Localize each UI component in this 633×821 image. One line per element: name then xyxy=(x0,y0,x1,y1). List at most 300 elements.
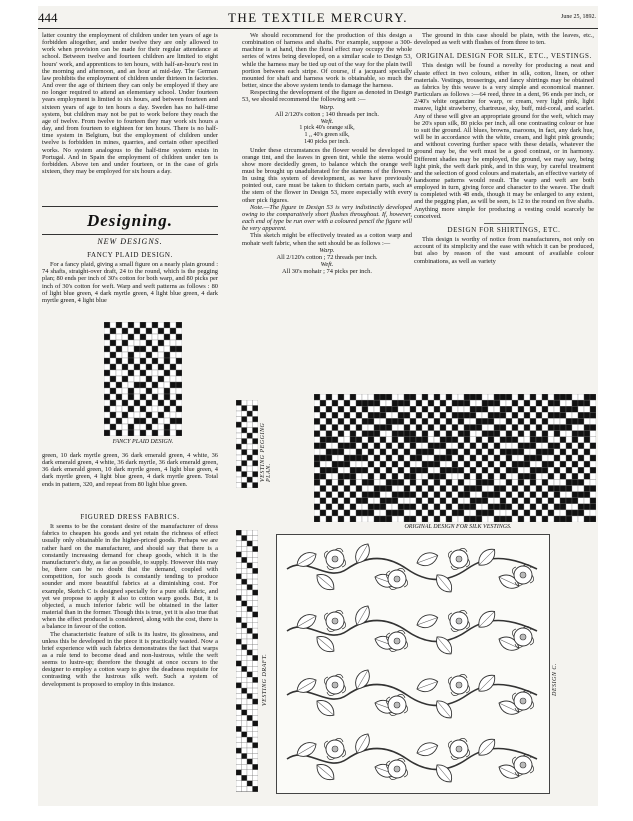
pegging-cell xyxy=(242,466,248,472)
draft-cell xyxy=(242,694,248,699)
plaid-cell xyxy=(176,352,182,358)
vesting-cell xyxy=(464,473,470,479)
vesting-cell xyxy=(452,486,458,492)
vesting-cell xyxy=(500,498,506,504)
draft-cell xyxy=(236,759,242,764)
vesting-cell xyxy=(512,412,518,418)
vesting-cell xyxy=(434,455,440,461)
header-rule xyxy=(38,28,598,29)
vesting-cell xyxy=(332,492,338,498)
vesting-cell xyxy=(404,406,410,412)
draft-cell xyxy=(253,721,259,726)
vesting-cell xyxy=(416,406,422,412)
vesting-cell xyxy=(380,449,386,455)
vesting-cell xyxy=(386,498,392,504)
masthead-title: THE TEXTILE MERCURY. xyxy=(227,10,409,25)
vesting-cell xyxy=(542,516,548,522)
plaid-cell xyxy=(104,352,110,358)
vesting-cell xyxy=(518,461,524,467)
vesting-cell xyxy=(446,443,452,449)
vesting-cell xyxy=(554,431,560,437)
vesting-cell xyxy=(410,400,416,406)
plaid-cell xyxy=(146,424,152,430)
vesting-cell xyxy=(392,431,398,437)
draft-cell xyxy=(242,644,248,649)
vesting-cell xyxy=(404,473,410,479)
vesting-cell xyxy=(368,504,374,510)
vesting-cell xyxy=(374,467,380,473)
plaid-cell xyxy=(176,430,182,436)
plaid-cell xyxy=(146,352,152,358)
vesting-cell xyxy=(578,412,584,418)
plaid-cell xyxy=(122,358,128,364)
plaid-cell xyxy=(152,418,158,424)
vesting-cell xyxy=(344,510,350,516)
vesting-cell xyxy=(590,486,596,492)
plaid-cell xyxy=(140,322,146,328)
vesting-cell xyxy=(554,443,560,449)
vesting-cell xyxy=(374,437,380,443)
vesting-cell xyxy=(476,418,482,424)
weft1-label: Weft. xyxy=(320,117,334,125)
vesting-cell xyxy=(398,425,404,431)
vesting-cell xyxy=(356,479,362,485)
plaid-cell xyxy=(122,328,128,334)
draft-cell xyxy=(242,781,248,786)
plaid-cell xyxy=(176,388,182,394)
vesting-cell xyxy=(320,498,326,504)
vesting-cell xyxy=(554,418,560,424)
vesting-cell xyxy=(440,467,446,473)
vesting-cell xyxy=(422,473,428,479)
draft-cell xyxy=(236,574,242,579)
vesting-cell xyxy=(326,425,332,431)
plaid-cell xyxy=(128,358,134,364)
vesting-cell xyxy=(338,412,344,418)
vesting-cell xyxy=(500,504,506,510)
vesting-cell xyxy=(344,449,350,455)
vesting-cell xyxy=(452,504,458,510)
vesting-cell xyxy=(512,449,518,455)
vesting-cell xyxy=(548,412,554,418)
plaid-cell xyxy=(170,382,176,388)
plaid-cell xyxy=(146,388,152,394)
vesting-cell xyxy=(386,486,392,492)
vesting-cell xyxy=(374,418,380,424)
vesting-cell xyxy=(338,455,344,461)
draft-cell xyxy=(247,650,253,655)
draft-cell xyxy=(247,601,253,606)
vesting-cell xyxy=(554,425,560,431)
vesting-cell xyxy=(572,437,578,443)
draft-cell xyxy=(253,606,259,611)
vesting-cell xyxy=(566,437,572,443)
draft-cell xyxy=(242,530,248,535)
vesting-cell xyxy=(404,400,410,406)
draft-cell xyxy=(253,775,259,780)
ground-paragraph: The ground in this case should be plain, with the leaves, etc., developed as weft with flushes of from three to ten. xyxy=(414,32,594,47)
vesting-cell xyxy=(518,467,524,473)
plaid-cell xyxy=(158,430,164,436)
draft-cell xyxy=(236,590,242,595)
vesting-cell xyxy=(578,418,584,424)
plaid-cell xyxy=(146,412,152,418)
vesting-cell xyxy=(506,479,512,485)
draft-cell xyxy=(253,595,259,600)
vesting-cell xyxy=(590,461,596,467)
vesting-cell xyxy=(470,400,476,406)
pegging-cell xyxy=(242,450,248,456)
vesting-cell xyxy=(410,492,416,498)
draft-cell xyxy=(236,688,242,693)
vesting-cell xyxy=(362,516,368,522)
vesting-cell xyxy=(404,449,410,455)
pegging-cell xyxy=(236,400,242,406)
draft-cell xyxy=(242,628,248,633)
draft-cell xyxy=(253,644,259,649)
vesting-cell xyxy=(422,516,428,522)
pegging-cell xyxy=(247,472,253,478)
vesting-cell xyxy=(374,504,380,510)
draft-cell xyxy=(236,770,242,775)
plaid-cell xyxy=(146,382,152,388)
draft-cell xyxy=(253,699,259,704)
vesting-cell xyxy=(512,455,518,461)
vesting-cell xyxy=(392,492,398,498)
plaid-cell xyxy=(146,370,152,376)
vesting-cell xyxy=(548,418,554,424)
pegging-cell xyxy=(253,472,259,478)
plaid-cell xyxy=(128,352,134,358)
vesting-cell xyxy=(584,510,590,516)
vesting-cell xyxy=(506,443,512,449)
vesting-cell xyxy=(524,498,530,504)
vesting-cell xyxy=(578,479,584,485)
vesting-cell xyxy=(548,443,554,449)
plaid-cell xyxy=(134,376,140,382)
vesting-cell xyxy=(590,431,596,437)
vesting-cell xyxy=(536,425,542,431)
vesting-cell xyxy=(350,473,356,479)
plaid-cell xyxy=(170,400,176,406)
plaid-cell xyxy=(110,340,116,346)
pegging-cell xyxy=(253,466,259,472)
vesting-cell xyxy=(542,479,548,485)
vesting-cell xyxy=(344,443,350,449)
draft-cell xyxy=(253,601,259,606)
plaid-cell xyxy=(134,364,140,370)
plaid-cell xyxy=(146,394,152,400)
draft-cell xyxy=(247,563,253,568)
plaid-cell xyxy=(164,418,170,424)
vesting-cell xyxy=(578,504,584,510)
vesting-cell xyxy=(362,443,368,449)
vesting-cell xyxy=(488,479,494,485)
plaid-cell xyxy=(158,328,164,334)
vesting-cell xyxy=(566,516,572,522)
vesting-cell xyxy=(332,467,338,473)
vesting-cell xyxy=(410,437,416,443)
vesting-cell xyxy=(470,461,476,467)
plaid-cell xyxy=(134,388,140,394)
vesting-cell xyxy=(362,394,368,400)
plaid-cell xyxy=(122,376,128,382)
vesting-cell xyxy=(494,418,500,424)
draft-cell xyxy=(247,541,253,546)
draft-cell xyxy=(247,634,253,639)
draft-cell xyxy=(236,612,242,617)
plaid-cell xyxy=(122,388,128,394)
plaid-cell xyxy=(134,394,140,400)
plaid-cell xyxy=(128,400,134,406)
plaid-cell xyxy=(110,352,116,358)
draft-cell xyxy=(236,585,242,590)
vesting-cell xyxy=(518,412,524,418)
vesting-cell xyxy=(578,431,584,437)
plaid-cell xyxy=(140,394,146,400)
plaid-cell xyxy=(104,370,110,376)
vesting-cell xyxy=(434,467,440,473)
vesting-cell xyxy=(482,400,488,406)
plaid-cell xyxy=(110,430,116,436)
plaid-cell xyxy=(176,370,182,376)
plaid-cell xyxy=(134,346,140,352)
vesting-cell xyxy=(434,504,440,510)
draft-cell xyxy=(247,639,253,644)
draft-cell xyxy=(253,634,259,639)
vesting-cell xyxy=(530,479,536,485)
vesting-cell xyxy=(452,437,458,443)
vesting-cell xyxy=(554,510,560,516)
vesting-cell xyxy=(470,431,476,437)
vesting-cell xyxy=(368,473,374,479)
vesting-cell xyxy=(536,504,542,510)
pegging-cell xyxy=(242,444,248,450)
plaid-cell xyxy=(104,394,110,400)
vesting-cell xyxy=(530,400,536,406)
draft-cell xyxy=(236,557,242,562)
plaid-cell xyxy=(134,412,140,418)
vesting-cell xyxy=(482,504,488,510)
vesting-cell xyxy=(584,425,590,431)
vesting-cell xyxy=(332,479,338,485)
vesting-cell xyxy=(440,425,446,431)
vesting-cell xyxy=(458,473,464,479)
draft-cell xyxy=(247,748,253,753)
vesting-cell xyxy=(326,455,332,461)
vesting-cell xyxy=(500,455,506,461)
vesting-cell xyxy=(590,400,596,406)
vesting-cell xyxy=(326,492,332,498)
vesting-cell xyxy=(488,492,494,498)
vesting-cell xyxy=(572,431,578,437)
pegging-cell xyxy=(236,472,242,478)
vesting-cell xyxy=(512,486,518,492)
vesting-cell xyxy=(434,400,440,406)
vesting-cell xyxy=(416,418,422,424)
pegging-cell xyxy=(253,450,259,456)
plaid-cell xyxy=(164,364,170,370)
plaid-cell xyxy=(110,346,116,352)
vesting-cell xyxy=(362,461,368,467)
pegging-cell xyxy=(247,422,253,428)
vesting-cell xyxy=(434,418,440,424)
vesting-cell xyxy=(338,394,344,400)
vesting-cell xyxy=(392,406,398,412)
fancy-plaid-heading: FANCY PLAID DESIGN. xyxy=(87,251,173,259)
vesting-cell xyxy=(476,504,482,510)
vesting-cell xyxy=(560,400,566,406)
vesting-cell xyxy=(314,473,320,479)
vesting-cell xyxy=(512,437,518,443)
draft-cell xyxy=(253,781,259,786)
vesting-cell xyxy=(590,473,596,479)
draft-cell xyxy=(236,628,242,633)
vesting-cell xyxy=(524,510,530,516)
vesting-cell xyxy=(374,449,380,455)
vesting-cell xyxy=(410,418,416,424)
column-1-plaid-cont xyxy=(42,452,218,512)
plaid-cell xyxy=(116,406,122,412)
vesting-cell xyxy=(314,394,320,400)
draft-cell xyxy=(242,650,248,655)
vesting-cell xyxy=(470,437,476,443)
draft-cell xyxy=(253,590,259,595)
vesting-cell xyxy=(554,437,560,443)
vesting-cell xyxy=(332,437,338,443)
draft-cell xyxy=(253,541,259,546)
vesting-cell xyxy=(356,516,362,522)
vesting-cell xyxy=(476,394,482,400)
vesting-cell xyxy=(518,510,524,516)
vesting-cell xyxy=(398,510,404,516)
vesting-cell xyxy=(386,504,392,510)
vesting-cell xyxy=(470,418,476,424)
vesting-cell xyxy=(362,467,368,473)
vesting-cell xyxy=(314,467,320,473)
vesting-cell xyxy=(440,412,446,418)
vesting-cell xyxy=(332,406,338,412)
vesting-cell xyxy=(422,455,428,461)
draft-cell xyxy=(236,563,242,568)
plaid-cell xyxy=(134,328,140,334)
vesting-cell xyxy=(320,473,326,479)
vesting-cell xyxy=(332,418,338,424)
draft-cell xyxy=(236,732,242,737)
vesting-cell xyxy=(524,400,530,406)
vesting-cell xyxy=(398,406,404,412)
vesting-cell xyxy=(566,504,572,510)
plaid-cell xyxy=(152,346,158,352)
draft-cell xyxy=(253,623,259,628)
vesting-cell xyxy=(314,486,320,492)
vesting-cell xyxy=(404,504,410,510)
vesting-cell xyxy=(560,425,566,431)
plaid-cell xyxy=(128,346,134,352)
vesting-cell xyxy=(404,412,410,418)
plaid-cell xyxy=(152,376,158,382)
vesting-cell xyxy=(398,467,404,473)
vesting-cell xyxy=(350,467,356,473)
vesting-cell xyxy=(494,473,500,479)
draft-cell xyxy=(236,683,242,688)
draft-cell xyxy=(242,590,248,595)
vesting-cell xyxy=(356,406,362,412)
vesting-cell xyxy=(500,449,506,455)
pegging-cell xyxy=(247,400,253,406)
plaid-cell xyxy=(134,358,140,364)
vesting-cell xyxy=(494,467,500,473)
vesting-cell xyxy=(404,425,410,431)
vesting-cell xyxy=(482,418,488,424)
vesting-cell xyxy=(554,516,560,522)
vesting-cell xyxy=(536,492,542,498)
vesting-cell xyxy=(320,418,326,424)
vesting-cell xyxy=(446,479,452,485)
plaid-cell xyxy=(140,364,146,370)
vesting-cell xyxy=(362,431,368,437)
vesting-cell xyxy=(470,516,476,522)
plaid-cell xyxy=(110,394,116,400)
vesting-cell xyxy=(422,431,428,437)
issue-date: June 25, 1892. xyxy=(561,14,596,20)
vesting-cell xyxy=(560,455,566,461)
plaid-cell xyxy=(158,364,164,370)
vesting-cell xyxy=(368,425,374,431)
pegging-cell xyxy=(253,433,259,439)
vesting-cell xyxy=(530,516,536,522)
draft-cell xyxy=(242,655,248,660)
vesting-cell xyxy=(320,431,326,437)
draft-cell xyxy=(236,552,242,557)
vesting-cell xyxy=(392,461,398,467)
plaid-cell xyxy=(110,424,116,430)
plaid-cell xyxy=(170,346,176,352)
vesting-cell xyxy=(338,479,344,485)
pegging-cell xyxy=(236,444,242,450)
plaid-cell xyxy=(164,322,170,328)
vesting-cell xyxy=(560,443,566,449)
vesting-cell xyxy=(566,455,572,461)
plaid-cell xyxy=(152,424,158,430)
vesting-cell xyxy=(440,455,446,461)
vesting-cell xyxy=(524,492,530,498)
vesting-cell xyxy=(518,400,524,406)
vesting-cell xyxy=(518,504,524,510)
plaid-cell xyxy=(158,322,164,328)
vesting-cell xyxy=(566,479,572,485)
vesting-cell xyxy=(572,400,578,406)
vesting-cell xyxy=(428,449,434,455)
vesting-cell xyxy=(560,467,566,473)
vesting-cell xyxy=(488,400,494,406)
vesting-cell xyxy=(548,449,554,455)
plaid-cell xyxy=(176,358,182,364)
vesting-cell xyxy=(548,504,554,510)
vesting-cell xyxy=(548,473,554,479)
vesting-cell xyxy=(578,455,584,461)
vesting-cell xyxy=(590,498,596,504)
vesting-cell xyxy=(512,425,518,431)
vesting-cell xyxy=(512,498,518,504)
vesting-cell xyxy=(518,431,524,437)
plaid-cell xyxy=(128,394,134,400)
vesting-cell xyxy=(350,418,356,424)
plaid-cell xyxy=(128,334,134,340)
vesting-cell xyxy=(482,455,488,461)
vesting-cell xyxy=(344,437,350,443)
plaid-cell xyxy=(104,388,110,394)
